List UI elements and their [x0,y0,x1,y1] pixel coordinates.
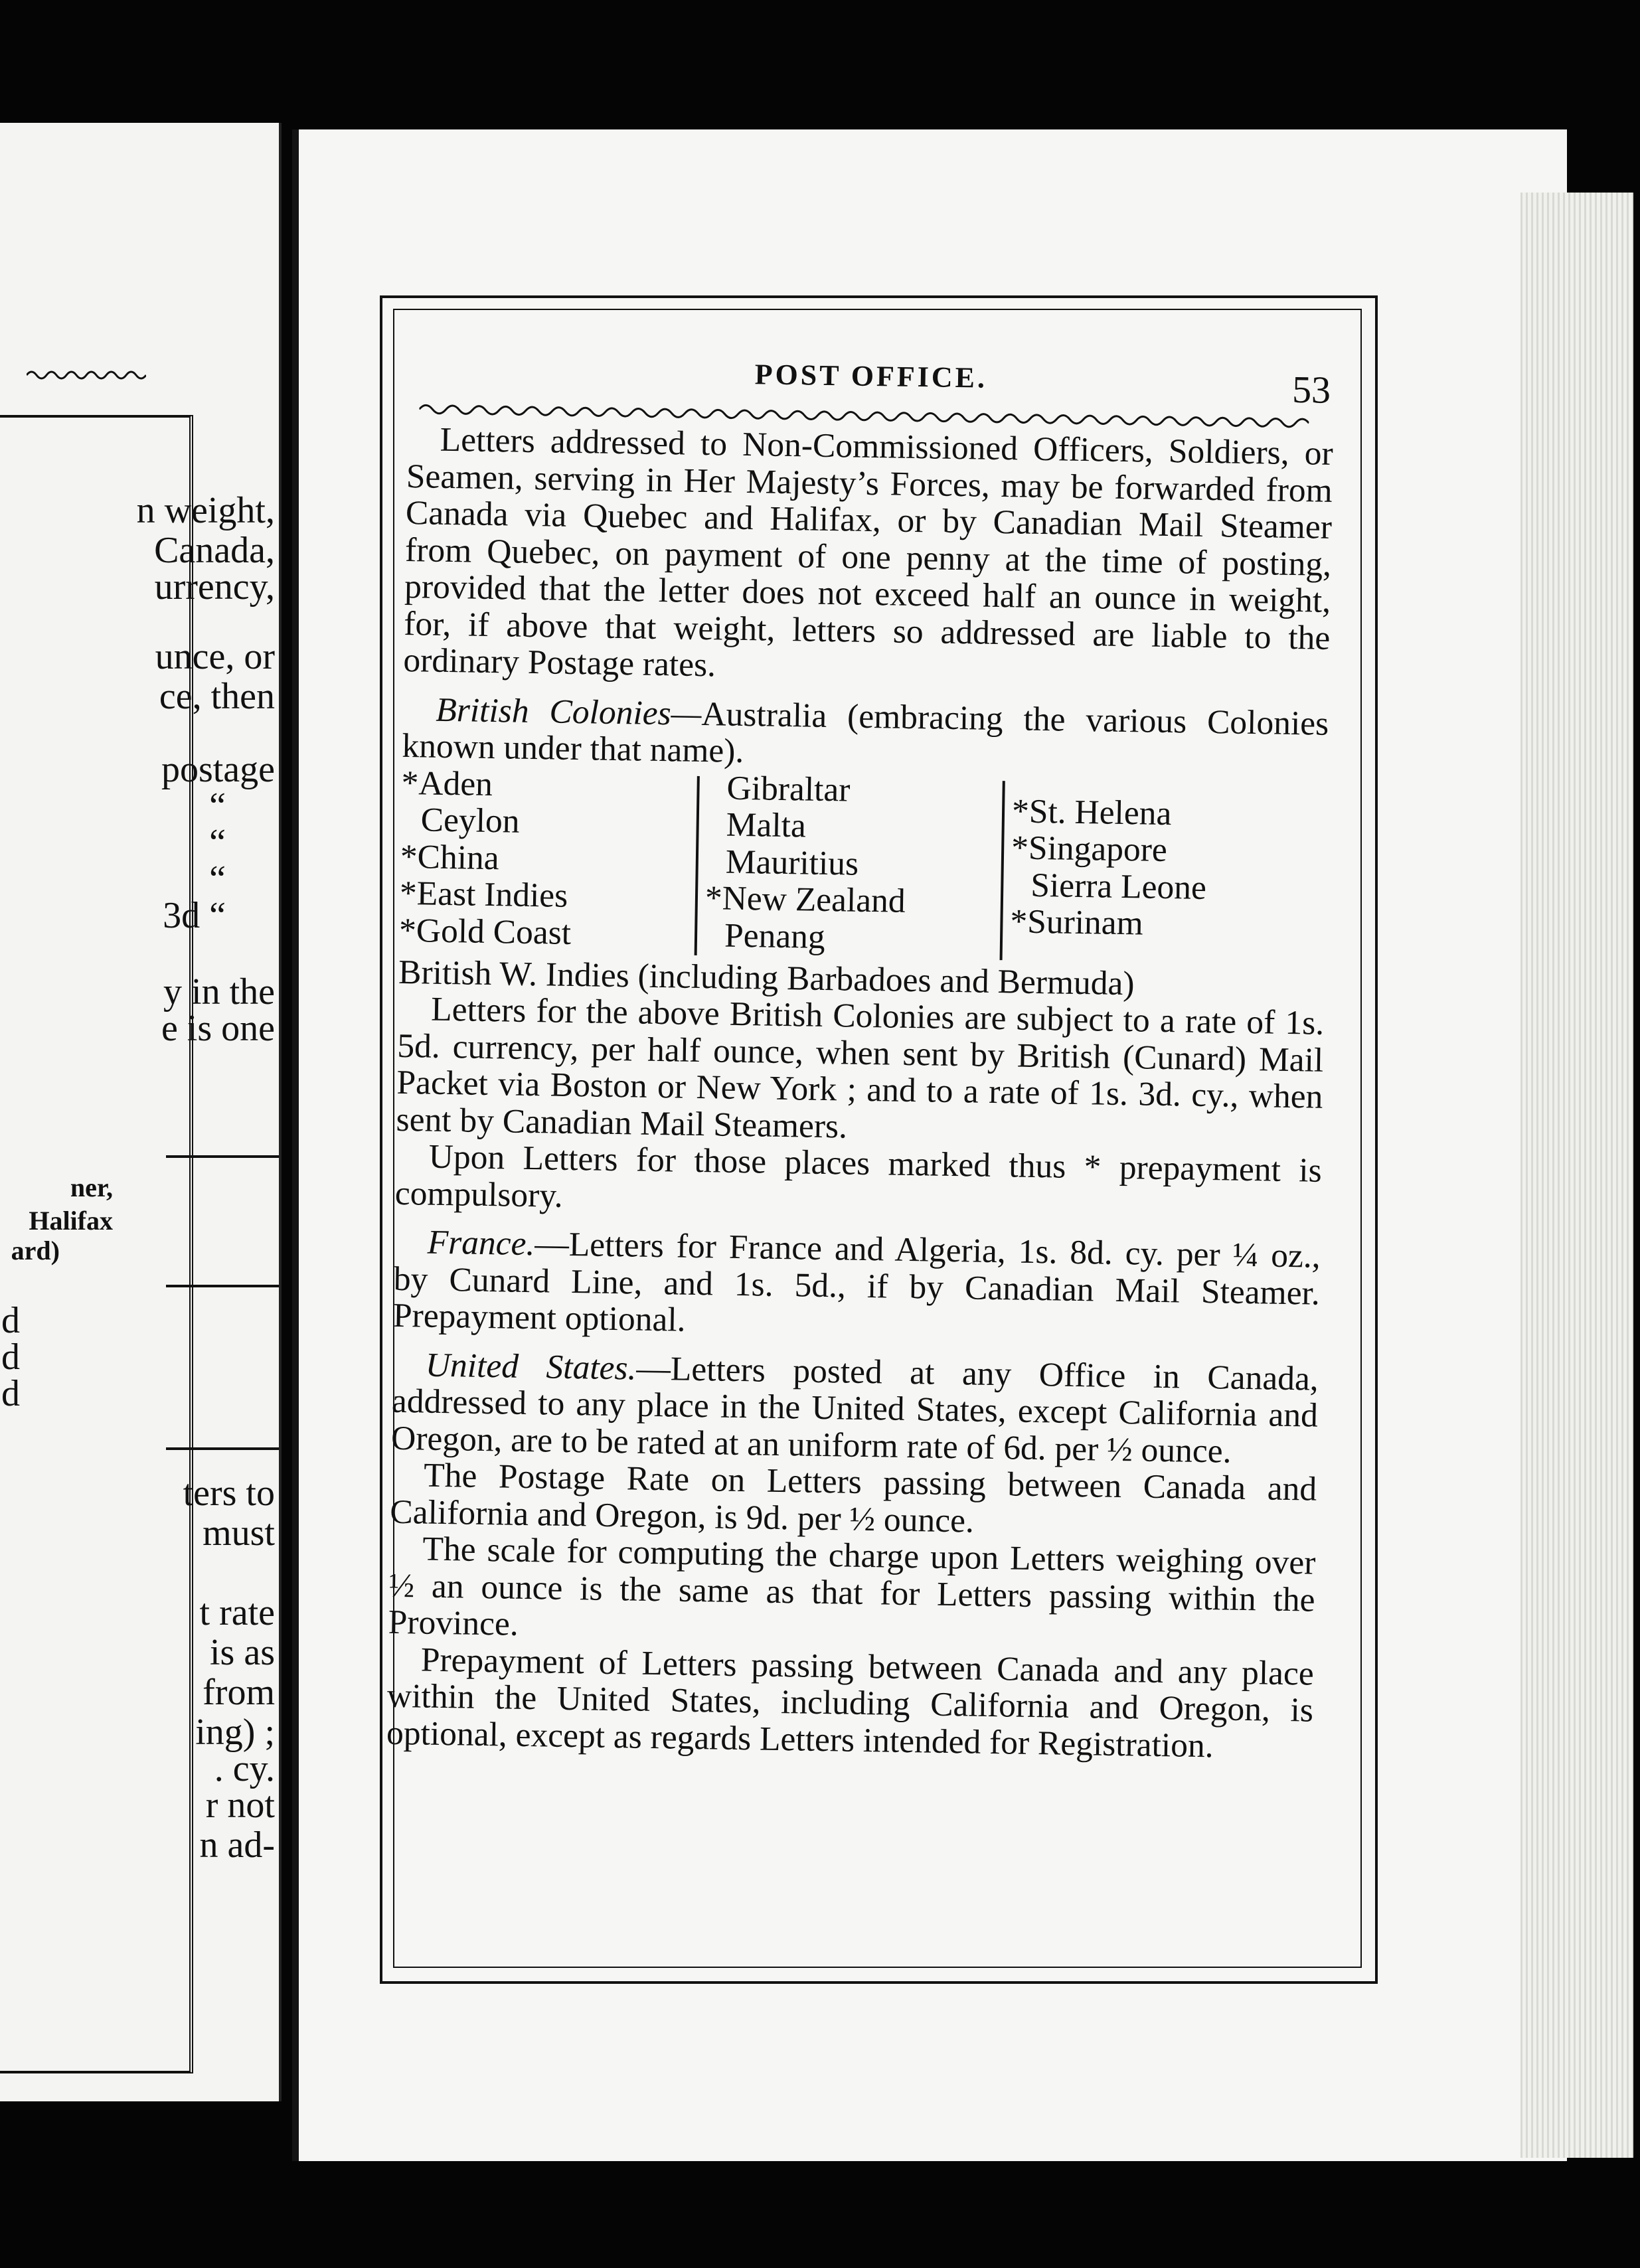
list-item: *New Zealand [704,879,906,920]
list-item: *Gold Coast [398,911,572,952]
previous-page-line: ce, then [159,676,275,717]
previous-page-line: e is one [161,1008,275,1049]
list-item: Mauritius [725,843,859,883]
previous-page-text [0,0,279,2268]
list-item: *Surinam [1010,902,1144,943]
france-text: —Letters for France and Algeria, 1s. 8d. cy. per ¼ oz., by Cunard Line, and 1s. 5d., if by Canadian Mail Steamer. Prepayment optional. [392,1225,1321,1339]
previous-page-line: d [1,1373,20,1414]
previous-page-line: “ [209,822,226,863]
previous-page-line: r not [205,1785,275,1826]
column-divider [695,775,700,955]
previous-page-rule [166,1285,279,1287]
paragraph-british-west-indies: British W. Indies (including Barbadoes and Bermuda) [398,953,1135,1003]
list-item: *Aden [401,764,493,803]
paragraph-soldiers-letters: Letters addressed to Non-Commissioned Officers, Soldiers, or Seamen, serving in Her Majesty’s Forces, may be forwarded from Canada via Quebec and Halifax, or by Canadian Mail Steamer from Quebec, on payment of one penny at the time of posting, provided that the letter does not exceed half an ounce in weight, for, if above that weight, letters so addressed are liable to the ordinary Postage rates. [403,420,1334,685]
previous-page-line: “ [209,858,226,900]
colonies-column-2 [704,770,908,957]
united-states-text: —Letters posted at any Office in Canada, addressed to any place in the United States, except California and Oregon, are to be rated at an uniform rate of 6d. per ½ ounce. [390,1349,1319,1471]
previous-page-rule [166,1447,279,1450]
previous-page-line: . cy. [214,1748,275,1789]
page-number: 53 [1291,367,1331,412]
previous-page-line: y in the [163,971,275,1012]
previous-page-line: must [203,1512,275,1554]
paragraph-california-oregon-rate: The Postage Rate on Letters passing between Canada and California and Oregon, is 9d. per ½ ounce. [389,1456,1317,1540]
page-edges [1520,193,1633,2158]
paragraph-prepayment-optional: Prepayment of Letters passing between Canada and any place within the United States, including California and Oregon, is optional, except as regards Letters intended for Registration. [386,1641,1315,1765]
paragraph-weight-scale: The scale for computing the charge upon Letters weighing over ½ an ounce is the same as that for Letters passing within the Province. [388,1530,1316,1643]
list-item: *Singapore [1011,829,1168,870]
paragraph-united-states [391,1346,1319,1471]
list-item: Sierra Leone [1030,866,1207,907]
paragraph-prepayment-compulsory: Upon Letters for those places marked thus * prepayment is compulsory. [394,1137,1323,1215]
list-item: Malta [726,805,807,845]
previous-page-line: 3d “ [163,895,226,936]
previous-page-line: ing) ; [195,1712,275,1753]
column-divider [1000,781,1005,960]
previous-page-line: postage [161,749,275,790]
previous-page-line: ard) [11,1236,60,1265]
page-content [386,345,1335,1766]
previous-page-line: ner, [70,1173,113,1202]
previous-page-wave-rule [27,368,146,382]
colonies-column-1 [399,764,574,951]
list-item: Gibraltar [726,769,851,809]
paragraph-france [393,1224,1321,1348]
previous-page-line: unce, or [155,636,275,677]
previous-page-line: urrency, [154,566,275,608]
previous-page-line: n ad- [199,1824,275,1866]
previous-page-line: is as [210,1632,275,1673]
paragraph-colonies-rates: Letters for the above British Colonies are subject to a rate of 1s. 5d. currency, per half ounce, when sent by British (Cunard) Mail Packet via Boston or New York ; and to a rate of 1s. 3d. cy., when sent by Canadian Mail Steamers. [396,990,1325,1146]
section-label-france: France. [427,1223,535,1263]
colonies-column-3 [1010,793,1208,943]
section-label-british-colonies: British Colonies— [435,690,702,733]
previous-page-line: Halifax [29,1206,113,1236]
previous-page-line: ters to [183,1473,275,1514]
previous-page-line: “ [209,785,226,827]
section-label-united-states: United States. [425,1346,637,1388]
british-colonies-text: Australia (embracing the various Colonies known under that name). [402,694,1329,771]
list-item: Penang [724,916,826,956]
paragraph-british-colonies [402,690,1329,779]
previous-page-line: t rate [199,1592,275,1633]
list-item: *St. Helena [1011,791,1172,833]
previous-page-line: n weight, [136,490,275,531]
previous-page-rule [166,1155,279,1158]
list-item: *China [400,837,500,877]
list-item: Ceylon [420,801,520,841]
colonies-list [399,764,1328,968]
previous-page-line: Canada, [154,530,275,571]
previous-page-line: from [203,1672,275,1713]
page-title: POST OFFICE. [754,358,988,394]
previous-page-line: d [1,1336,20,1378]
list-item: *East Indies [399,874,568,915]
previous-page-line: d [1,1300,20,1341]
